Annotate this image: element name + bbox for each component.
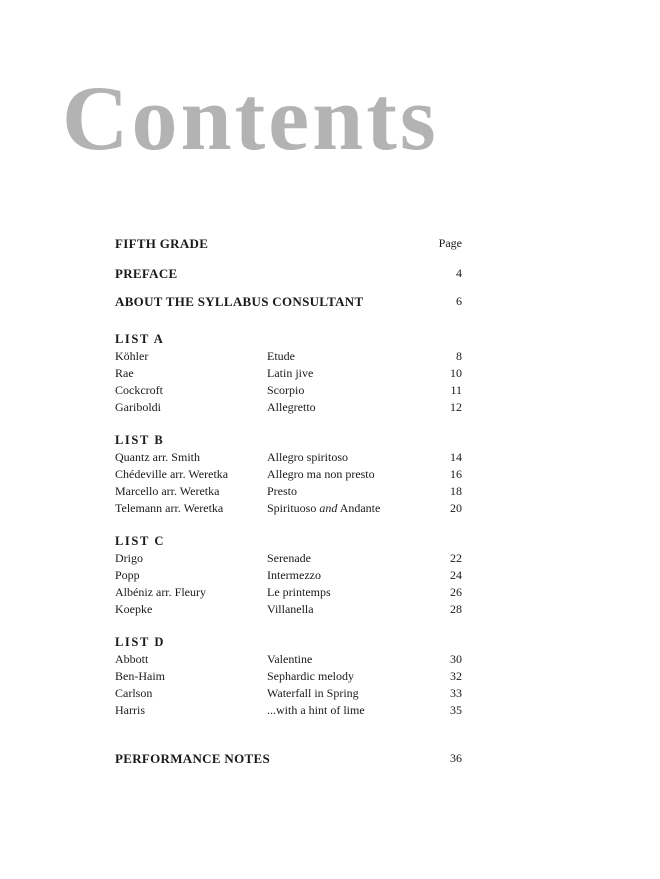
list-item[interactable] [115,467,462,484]
list-item[interactable] [115,669,462,686]
page-number: 16 [450,467,462,481]
composer: Albéniz arr. Fleury [115,585,206,599]
page-number: 18 [450,484,462,498]
page-number: 33 [450,686,462,700]
page-title: Contents [62,67,439,169]
piece-title: Waterfall in Spring [267,686,359,700]
piece-title: Latin jive [267,366,314,380]
page-number: 20 [450,501,462,515]
page-number: 8 [456,349,462,363]
composer: Popp [115,568,140,582]
page-number: 12 [450,400,462,414]
page-number: 32 [450,669,462,683]
list-c-heading: LIST C [115,534,166,548]
piece-title: Presto [267,484,297,498]
toc-entry-about-consultant[interactable] [115,294,462,312]
composer: Cockcroft [115,383,163,397]
list-item[interactable] [115,400,462,417]
piece-title-part-b: Andante [339,501,381,515]
piece-title-part-a: Spirituoso [267,501,317,515]
list-item[interactable] [115,602,462,619]
page-column-label: Page [438,236,462,250]
grade-heading: FIFTH GRADE [115,236,209,251]
list-item[interactable] [115,585,462,602]
piece-title: Scorpio [267,383,305,397]
composer: Köhler [115,349,149,363]
list-item[interactable] [115,484,462,501]
piece-title: Allegro ma non presto [267,467,375,481]
page-number: 35 [450,703,462,717]
composer: Rae [115,366,134,380]
piece-title: Villanella [267,602,314,616]
page-number: 30 [450,652,462,666]
piece-title: Intermezzo [267,568,321,582]
list-item[interactable] [115,703,462,720]
page-number: 10 [450,366,462,380]
entry-label: PREFACE [115,266,178,281]
page-number: 24 [450,568,462,582]
grade-header-row [115,236,462,254]
list-item[interactable] [115,568,462,585]
piece-title: Le printemps [267,585,331,599]
composer: Drigo [115,551,143,565]
piece-title-conjunction: and [319,501,338,515]
composer: Carlson [115,686,153,700]
piece-title: Allegretto [267,400,316,414]
toc-entry-preface[interactable] [115,266,462,284]
page-number: 28 [450,602,462,616]
piece-title: Etude [267,349,295,363]
piece-title: Valentine [267,652,313,666]
composer: Harris [115,703,145,717]
list-item[interactable] [115,501,462,518]
entry-page: 36 [450,751,462,765]
composer: Quantz arr. Smith [115,450,200,464]
list-item[interactable] [115,652,462,669]
composer: Gariboldi [115,400,161,414]
list-item[interactable] [115,686,462,703]
entry-label: PERFORMANCE NOTES [115,751,270,766]
page-number: 11 [450,383,462,397]
entry-page: 6 [456,294,462,308]
entry-page: 4 [456,266,462,280]
list-item[interactable] [115,349,462,366]
piece-title: Serenade [267,551,311,565]
toc-entry-performance-notes[interactable] [115,751,462,769]
list-b-heading: LIST B [115,433,165,447]
composer: Telemann arr. Weretka [115,501,224,515]
list-d-heading: LIST D [115,635,166,649]
composer: Chédeville arr. Weretka [115,467,229,481]
list-a-heading: LIST A [115,332,165,346]
composer: Ben-Haim [115,669,165,683]
piece-title: Sephardic melody [267,669,354,683]
composer: Abbott [115,652,149,666]
list-item[interactable] [115,450,462,467]
entry-label: ABOUT THE SYLLABUS CONSULTANT [115,294,364,309]
piece-title: ...with a hint of lime [267,703,365,717]
page-number: 22 [450,551,462,565]
list-item[interactable] [115,383,462,400]
page-number: 14 [450,450,462,464]
page-number: 26 [450,585,462,599]
list-item[interactable] [115,366,462,383]
list-item[interactable] [115,551,462,568]
composer: Marcello arr. Weretka [115,484,220,498]
piece-title: Allegro spiritoso [267,450,348,464]
piece-title [267,501,380,516]
composer: Koepke [115,602,153,616]
